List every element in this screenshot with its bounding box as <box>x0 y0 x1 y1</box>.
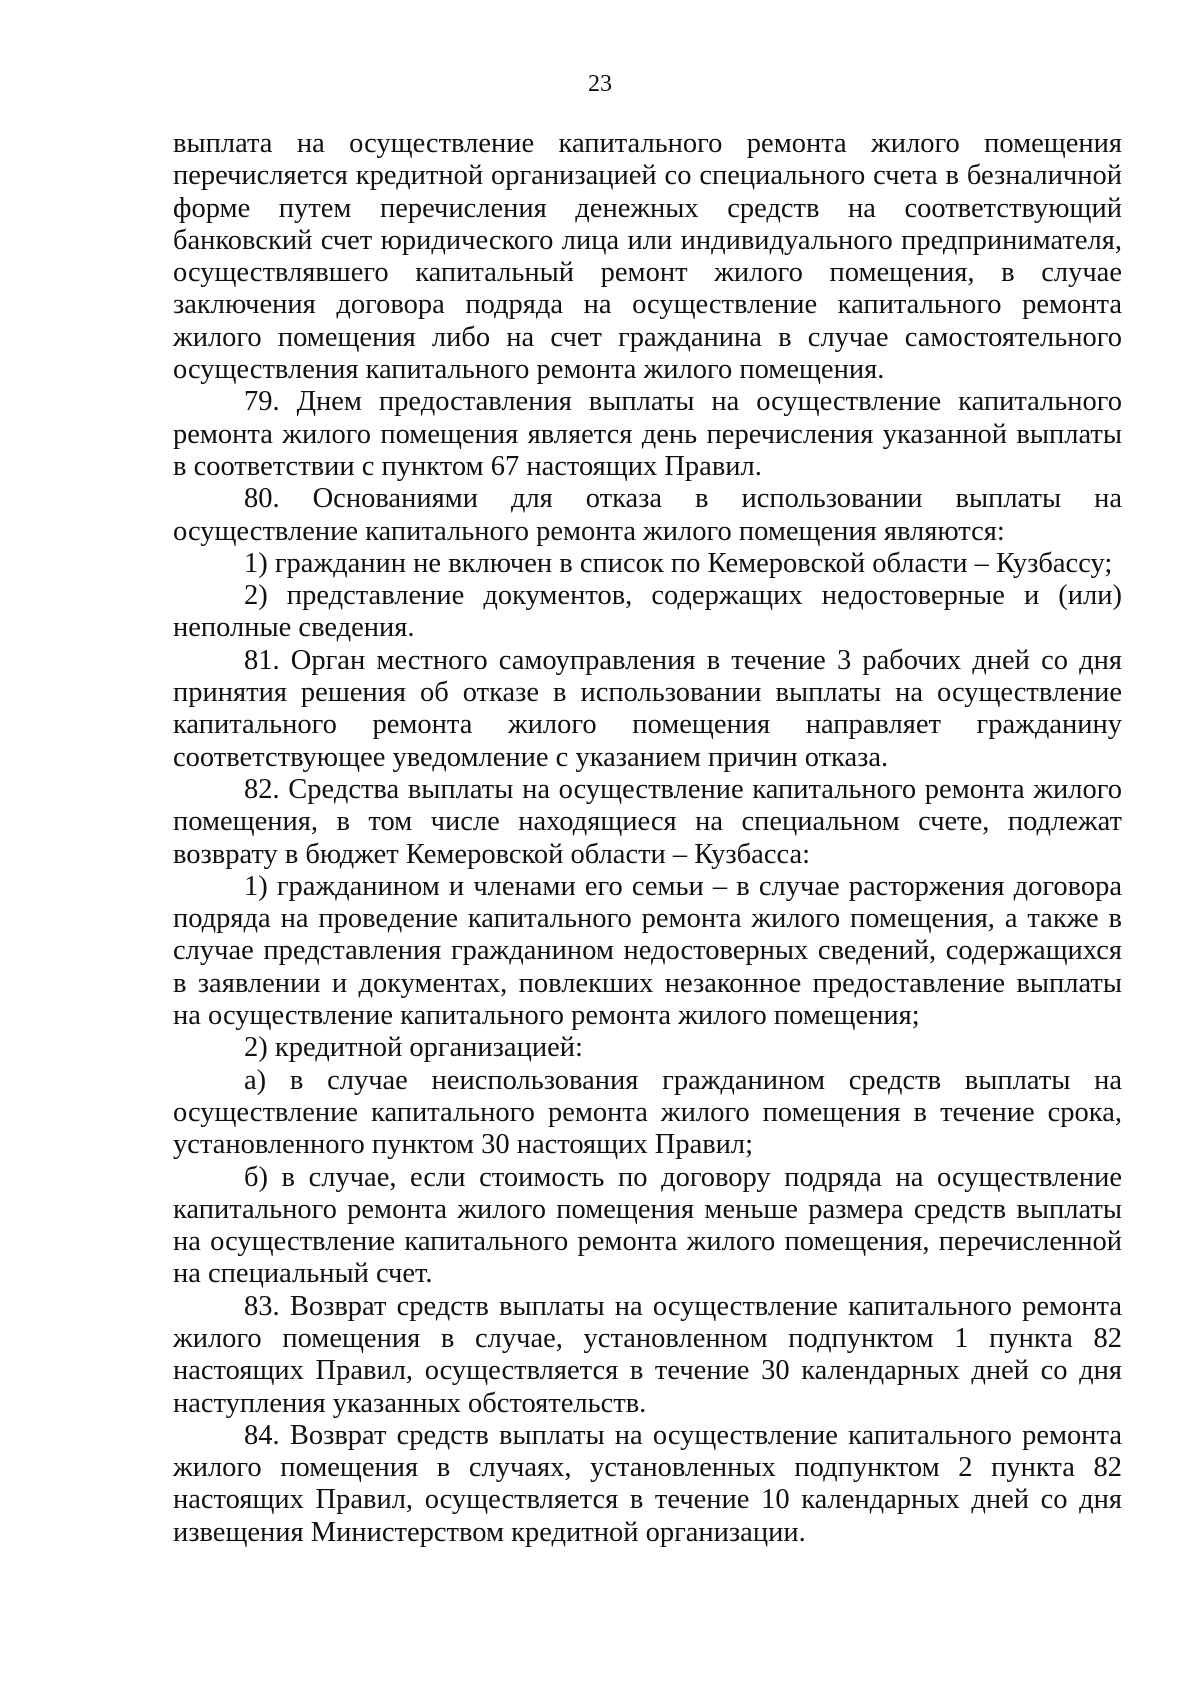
page-number: 23 <box>588 71 612 97</box>
paragraph-continuation: выплата на осуществление капитального ремонта жилого помещения перечисляется кредитной организацией со специального счета в безналичной форме путем перечисления денежных средств на соответствующий банковский счет юридического лица или индивидуального предпринимателя, осуществлявшего капитальный ремонт жилого помещения, в случае заключения договора подряда на осуществление капитального ремонта жилого помещения либо на счет гражданина в случае самостоятельного осуществления капитального ремонта жилого помещения. <box>173 128 1122 386</box>
paragraph-83: 83. Возврат средств выплаты на осуществление капитального ремонта жилого помещения в случае, установленном подпунктом 1 пункта 82 настоящих Правил, осуществляется в течение 30 календарных дней со дня наступления указанных обстоятельств. <box>173 1290 1122 1419</box>
paragraph-81: 81. Орган местного самоуправления в течение 3 рабочих дней со дня принятия решения об отказе в использовании выплаты на осуществление капитального ремонта жилого помещения направляет гражданину соответствующее уведомление с указанием причин отказа. <box>173 644 1122 773</box>
paragraph-80-item-1: 1) гражданин не включен в список по Кемеровской области – Кузбассу; <box>244 547 1113 579</box>
paragraph-82-item-2b: б) в случае, если стоимость по договору подряда на осуществление капитального ремонта жилого помещения меньше размера средств выплаты на осуществление капитального ремонта жилого помещения, перечисленной на специальный счет. <box>173 1161 1122 1290</box>
paragraph-79: 79. Днем предоставления выплаты на осуществление капитального ремонта жилого помещения является день перечисления указанной выплаты в соответствии с пунктом 67 настоящих Правил. <box>173 386 1122 482</box>
paragraph-82-item-1: 1) гражданином и членами его семьи – в случае расторжения договора подряда на проведение капитального ремонта жилого помещения, а также в случае представления гражданином недостоверных сведений, содержащихся в заявлении и документах, повлекших незаконное предоставление выплаты на осуществление капитального ремонта жилого помещения; <box>173 870 1122 1032</box>
paragraph-84: 84. Возврат средств выплаты на осуществление капитального ремонта жилого помещения в случаях, установленных подпунктом 2 пункта 82 настоящих Правил, осуществляется в течение 10 календарных дней со дня извещения Министерством кредитной организации. <box>173 1419 1122 1548</box>
paragraph-82: 82. Средства выплаты на осуществление капитального ремонта жилого помещения, в том числе находящиеся на специальном счете, подлежат возврату в бюджет Кемеровской области – Кузбасса: <box>173 773 1122 870</box>
document-body <box>173 128 1122 1549</box>
paragraph-80-item-2: 2) представление документов, содержащих недостоверные и (или) неполные сведения. <box>173 580 1122 644</box>
paragraph-82-item-2a: а) в случае неиспользования гражданином средств выплаты на осуществление капитального ремонта жилого помещения в течение срока, установленного пунктом 30 настоящих Правил; <box>173 1064 1122 1161</box>
paragraph-82-item-2: 2) кредитной организацией: <box>244 1032 583 1064</box>
paragraph-80: 80. Основаниями для отказа в использовании выплаты на осуществление капитального ремонта жилого помещения являются: <box>173 483 1122 547</box>
